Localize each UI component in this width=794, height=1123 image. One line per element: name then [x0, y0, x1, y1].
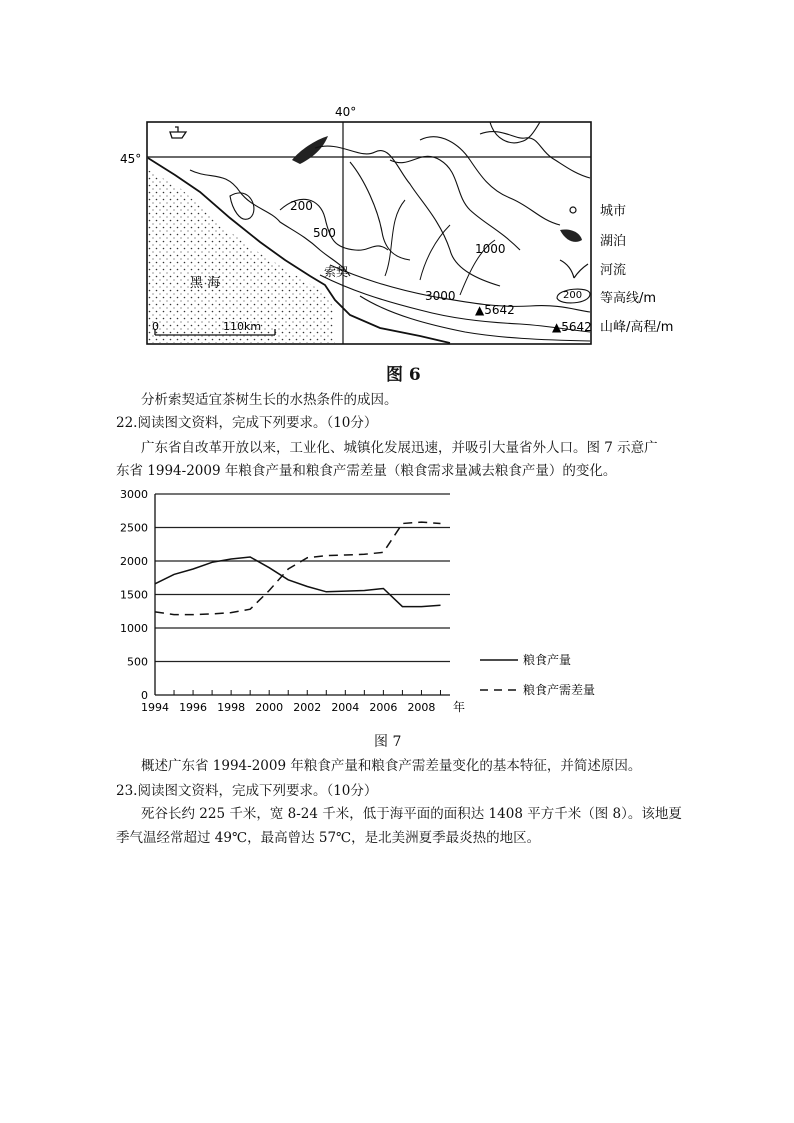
figure-6-caption: 图 6 [386, 365, 421, 385]
q22-ask: 概述广东省 1994-2009 年粮食产量和粮食产需差量变化的基本特征，并简述原因。 [141, 758, 642, 774]
figure-7-chart [110, 484, 630, 719]
legend-label-city: 城市 [600, 204, 627, 219]
figure-7-caption: 图 7 [374, 734, 402, 750]
y-tick-label: 1000 [120, 622, 148, 635]
y-tick-label: 0 [141, 689, 148, 702]
y-tick-label: 500 [127, 655, 148, 669]
city-label: 索契 [324, 265, 349, 279]
contour-label-3000: 3000 [425, 289, 456, 303]
y-tick-label: 1500 [120, 588, 148, 602]
q22-paragraph-line2: 东省 1994-2009 年粮食产量和粮食产需差量（粮食需求量减去粮食产量）的变化。 [116, 463, 617, 479]
peak-label: ▲5642 [475, 303, 515, 317]
y-tick-label: 2500 [120, 521, 148, 535]
x-tick-label: 2006 [369, 701, 398, 714]
x-tick-label: 2008 [407, 701, 436, 714]
contour-label-500: 500 [313, 226, 336, 240]
y-tick-label: 3000 [120, 488, 148, 501]
contour-label-200: 200 [290, 199, 313, 213]
series-line-demand-gap [155, 522, 441, 615]
contour-label-1000: 1000 [475, 242, 506, 256]
x-tick-label: 2004 [331, 701, 360, 714]
legend-label-contour: 等高线/m [600, 291, 657, 306]
scale-end: 110km [223, 320, 262, 333]
lon-label: 40° [335, 105, 357, 119]
x-tick-label: 1996 [179, 701, 208, 714]
q22-title: 22.阅读图文资料，完成下列要求。（10分） [116, 415, 378, 431]
q22-paragraph-line1: 广东省自改革开放以来，工业化、城镇化发展迅速，并吸引大量省外人口。图 7 示意广 [141, 440, 658, 456]
x-axis-label: 年 [453, 700, 466, 714]
sea-area [148, 170, 335, 343]
lat-label: 45° [120, 152, 142, 166]
legend-label-river: 河流 [600, 263, 627, 278]
lake-legend-icon [560, 229, 582, 241]
boat-symbol [170, 127, 186, 138]
q23-title: 23.阅读图文资料，完成下列要求。（10分） [116, 783, 378, 799]
x-tick-label: 1994 [141, 701, 169, 714]
lake-icon [292, 136, 328, 164]
city-dot-icon [570, 207, 576, 213]
legend-peak-sample: ▲5642 [552, 320, 592, 334]
legend-contour-sample: 200 [563, 290, 583, 301]
legend-label: 粮食产量 [523, 653, 572, 667]
q23-line1: 死谷长约 225 千米，宽 8-24 千米，低于海平面的面积达 1408 平方千米（图 8）。该地夏 [141, 806, 682, 822]
legend-label-lake: 湖泊 [600, 234, 627, 249]
x-tick-label: 2002 [293, 701, 322, 714]
q21-tail: 分析索契适宜茶树生长的水热条件的成因。 [141, 392, 398, 408]
legend-label-peak: 山峰/高程/m [600, 320, 674, 335]
sea-label: 黑 海 [190, 276, 221, 291]
legend-label: 粮食产需差量 [523, 683, 596, 697]
q23-line2: 季气温经常超过 49℃，最高曾达 57℃，是北美洲夏季最炎热的地区。 [116, 830, 541, 846]
river-icon [560, 260, 588, 278]
series-line-grain-output [155, 557, 441, 607]
y-tick-label: 2000 [120, 555, 148, 568]
x-tick-label: 1998 [217, 701, 246, 714]
figure-6-map [120, 100, 700, 355]
scale-zero: 0 [152, 320, 159, 333]
x-tick-label: 2000 [255, 701, 284, 714]
